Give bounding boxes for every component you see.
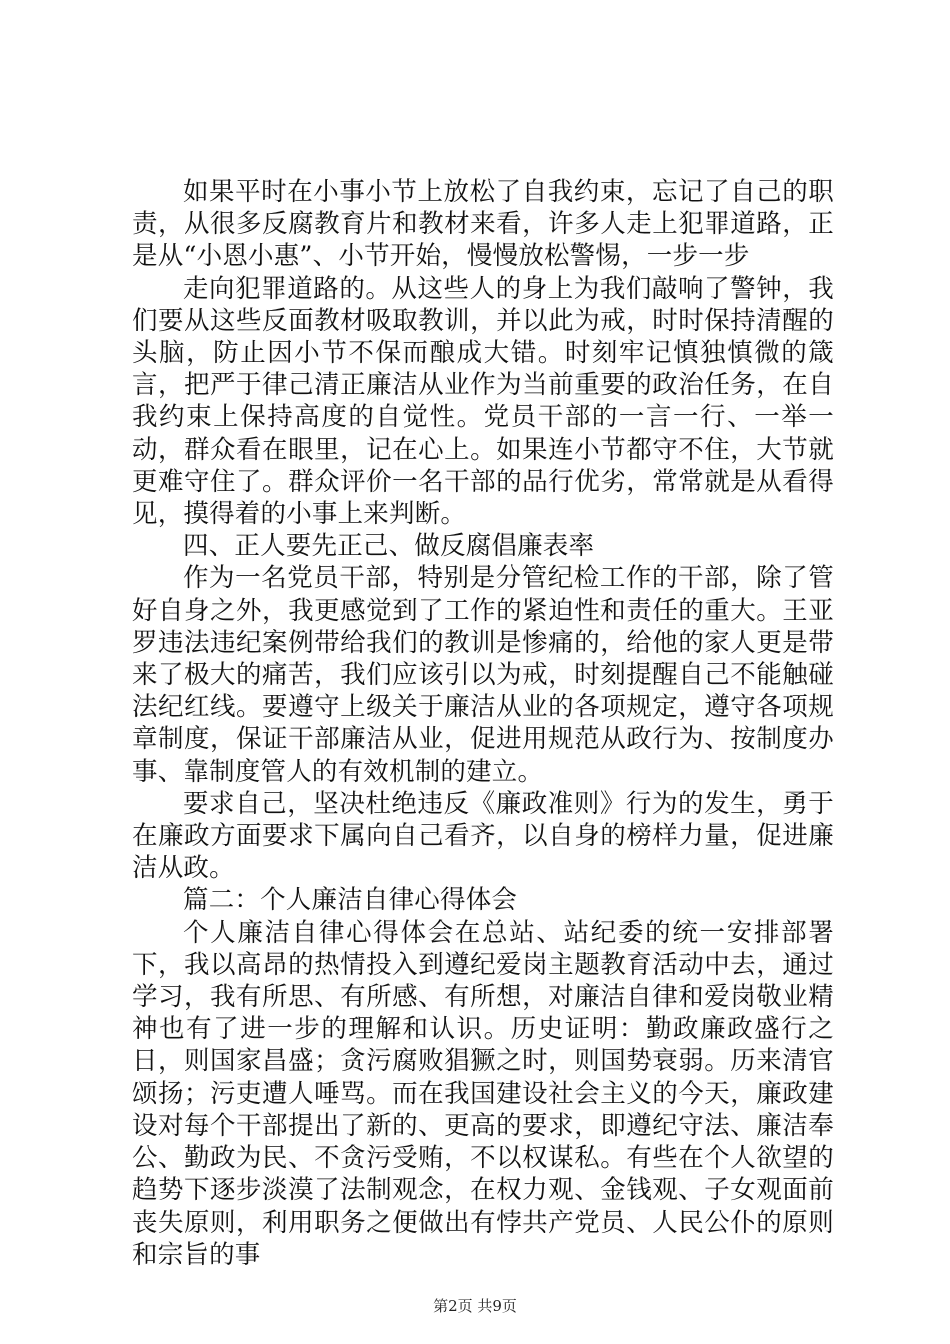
paragraph-4: 要求自己，坚决杜绝违反《廉政准则》行为的发生，勇于在廉政方面要求下属向自己看齐，以自身的榜样力量，促进廉洁从政。 xyxy=(132,788,834,884)
section-heading-4: 四、正人要先正己、做反腐倡廉表率 xyxy=(183,531,595,562)
document-body xyxy=(132,176,834,1271)
paragraph-5: 个人廉洁自律心得体会在总站、站纪委的统一安排部署下，我以高昂的热情投入到遵纪爱岗主题教育活动中去，通过学习，我有所思、有所感、有所想，对廉洁自律和爱岗敬业精神也有了进一步的理解和认识。历史证明：勤政廉政盛行之日，则国家昌盛；贪污腐败猖獗之时，则国势衰弱。历来清官颂扬；污吏遭人唾骂。而在我国建设社会主义的今天，廉政建设对每个干部提出了新的、更高的要求，即遵纪守法、廉洁奉公、勤政为民、不贪污受贿，不以权谋私。有些在个人欲望的趋势下逐步淡漠了法制观念，在权力观、金钱观、子女观面前丧失原则，利用职务之便做出有悖共产党员、人民公仆的原则和宗旨的事 xyxy=(132,917,834,1270)
page-number-footer: 第2页 共9页 xyxy=(433,1297,517,1315)
article-heading-2: 篇二：个人廉洁自律心得体会 xyxy=(183,885,518,916)
paragraph-1: 如果平时在小事小节上放松了自我约束，忘记了自己的职责，从很多反腐教育片和教材来看，许多人走上犯罪道路，正是从“小恩小惠”、小节开始，慢慢放松警惕，一步一步 xyxy=(132,177,834,272)
paragraph-2: 走向犯罪道路的。从这些人的身上为我们敲响了警钟，我们要从这些反面教材吸取教训，并以此为戒，时时保持清醒的头脑，防止因小节不保而酿成大错。时刻牢记慎独慎微的箴言，把严于律己清正廉洁从业作为当前重要的政治任务，在自我约束上保持高度的自觉性。党员干部的一言一行、一举一动，群众看在眼里，记在心上。如果连小节都守不住，大节就更难守住了。群众评价一名干部的品行优劣，常常就是从看得见，摸得着的小事上来判断。 xyxy=(132,273,834,530)
paragraph-3: 作为一名党员干部，特别是分管纪检工作的干部，除了管好自身之外，我更感觉到了工作的紧迫性和责任的重大。王亚罗违法违纪案例带给我们的教训是惨痛的，给他的家人更是带来了极大的痛苦，我们应该引以为戒，时刻提醒自己不能触碰法纪红线。要遵守上级关于廉洁从业的各项规定，遵守各项规章制度，保证干部廉洁从业，促进用规范从政行为、按制度办事、靠制度管人的有效机制的建立。 xyxy=(132,563,834,787)
